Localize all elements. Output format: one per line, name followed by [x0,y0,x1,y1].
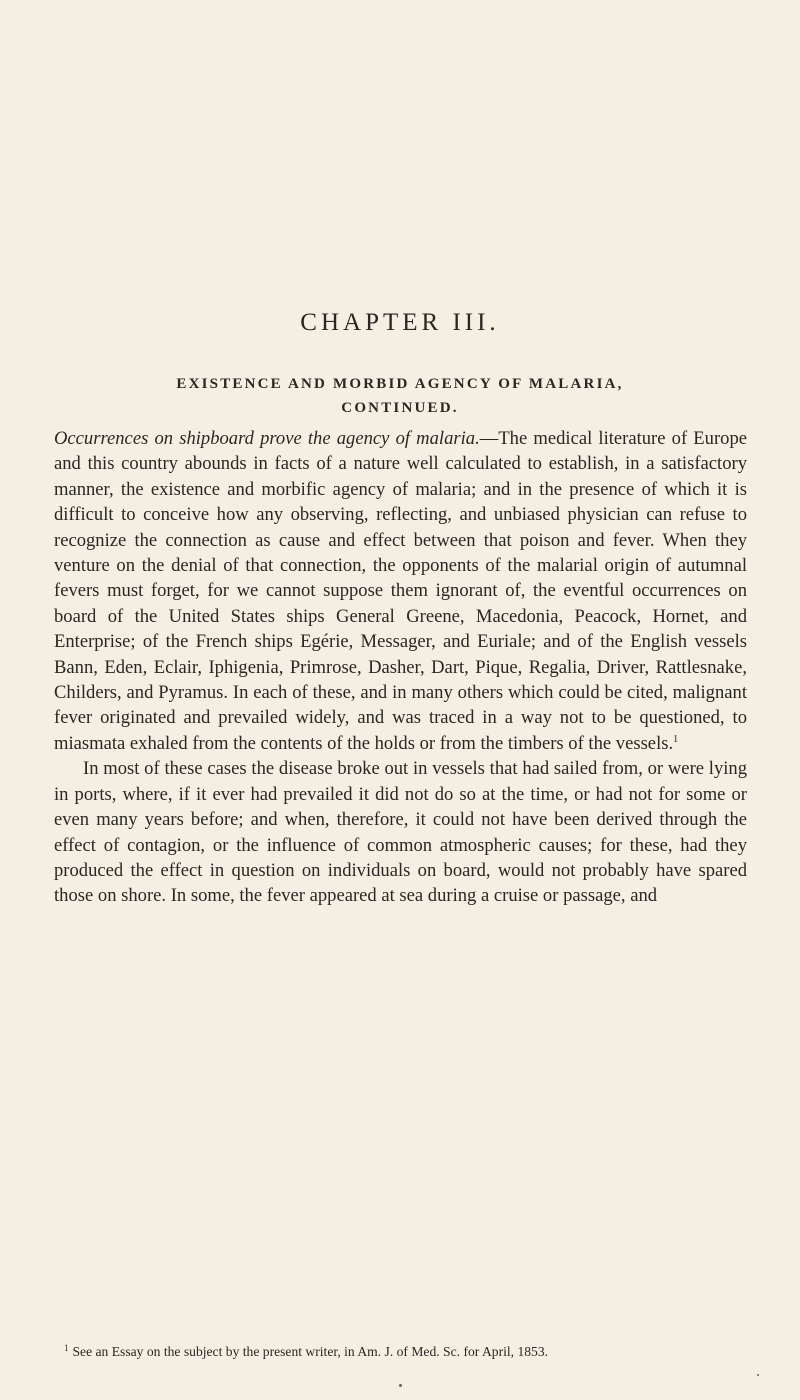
paper-speck [399,1384,402,1387]
paragraph-1-body: —The medical literature of Europe and this country abounds in facts of a nature well calculated to establish, in a satisfactory manner, the existence and morbific agency of malaria; and in the presence of which it is difficult to conceive how any observing, reflecting, and unbiased physician can refuse to recognize the connection as cause and effect between that poison and fever. When they venture on the denial of that connection, the opponents of the malarial origin of autumnal fevers must forget, for we cannot suppose them ignorant of, the eventful occurrences on board of the United States ships General Greene, Macedonia, Peacock, Hornet, and Enterprise; of the French ships Egérie, Messager, and Euriale; and of the English vessels Bann, Eden, Eclair, Iphigenia, Primrose, Dasher, Dart, Pique, Regalia, Driver, Rattlesnake, Childers, and Pyramus. In each of these, and in many others which could be cited, malignant fever originated and prevailed widely, and was traced in a way not to be questioned, to miasmata exhaled from the contents of the holds or from the timbers of the vessels. [54,428,747,754]
paragraph-2: In most of these cases the disease broke out in vessels that had sailed from, or were lying in ports, where, if it ever had prevailed it did not do so at the time, or had not for some or even many years before; and when, therefore, it could not have been derived through the effect of contagion, or the influence of common atmospheric causes; for these, had they produced the effect in question on individuals on board, would not probably have spared those on shore. In some, the fever appeared at sea during a cruise or passage, and [54,758,747,907]
footnote [54,1339,747,1361]
chapter-subtitle-line-1: EXISTENCE AND MORBID AGENCY OF MALARIA, [176,376,624,392]
body-text [54,426,747,909]
chapter-title: CHAPTER III. [300,309,500,336]
paragraph-1 [54,426,747,756]
paragraph-1-lead: Occurrences on shipboard prove the agency of malaria. [54,428,480,449]
paper-speck [757,1374,759,1376]
chapter-subtitle-line-2: CONTINUED. [341,400,459,416]
chapter-subtitle [55,372,745,420]
footnote-text: See an Essay on the subject by the present writer, in Am. J. of Med. Sc. for April, 1853. [72,1344,549,1359]
footnote-reference[interactable]: 1 [673,733,679,745]
footnote-marker: 1 [64,1343,69,1353]
